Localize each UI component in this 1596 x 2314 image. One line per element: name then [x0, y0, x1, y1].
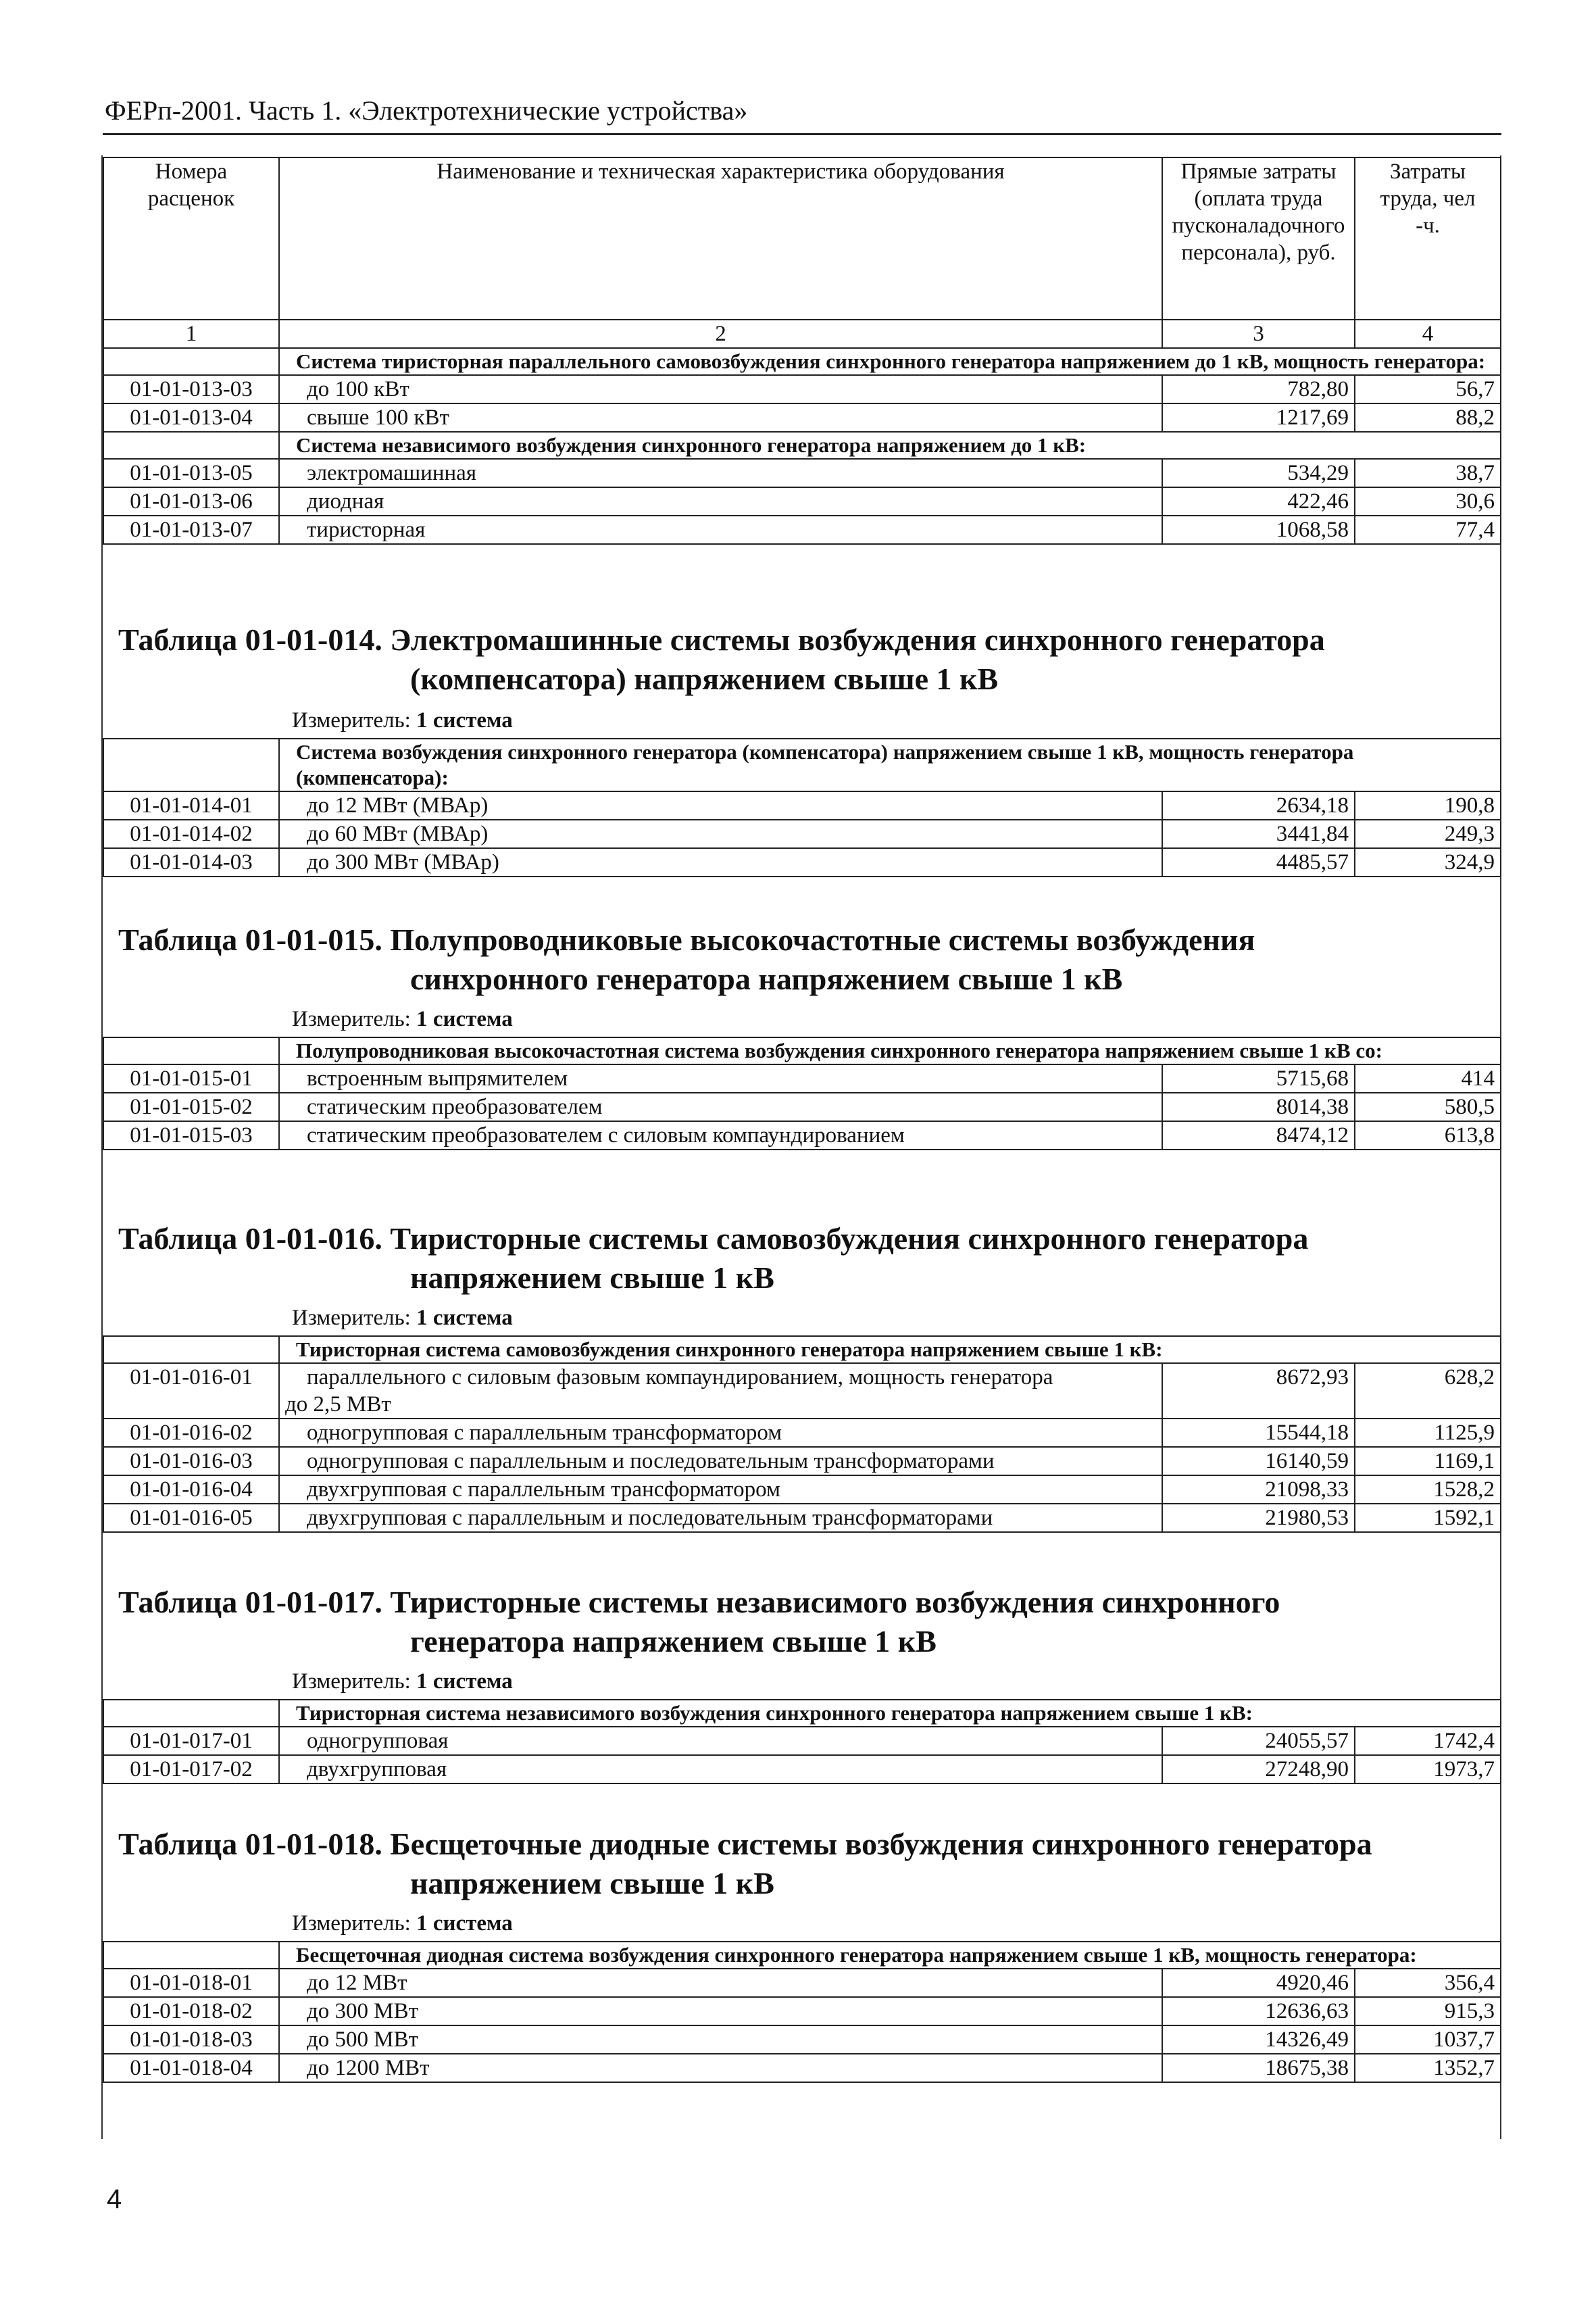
direct-cost: 15544,18 — [1162, 1419, 1355, 1447]
labor-cost: 190,8 — [1355, 791, 1501, 820]
direct-cost: 1217,69 — [1162, 403, 1355, 432]
equipment-name: электромашинная — [279, 459, 1162, 487]
rate-code: 01-01-018-02 — [103, 1997, 279, 2025]
direct-cost: 27248,90 — [1162, 1755, 1355, 1783]
table-row — [103, 820, 1501, 848]
table-row — [103, 1093, 1501, 1121]
rate-code: 01-01-016-04 — [103, 1475, 279, 1504]
direct-cost: 1068,58 — [1162, 516, 1355, 544]
equipment-name: до 100 кВт — [279, 375, 1162, 403]
table-row — [103, 848, 1501, 877]
col-number: 1 — [103, 320, 279, 348]
rate-code: 01-01-013-06 — [103, 487, 279, 516]
table-014 — [103, 738, 1501, 877]
labor-cost: 88,2 — [1355, 403, 1501, 432]
labor-cost: 30,6 — [1355, 487, 1501, 516]
labor-cost: 1973,7 — [1355, 1755, 1501, 1783]
direct-cost: 21980,53 — [1162, 1504, 1355, 1532]
direct-cost: 2634,18 — [1162, 791, 1355, 820]
labor-cost: 1742,4 — [1355, 1727, 1501, 1755]
equipment-name: до 300 МВт (МВАр) — [279, 848, 1162, 877]
page-number: 4 — [107, 2184, 122, 2214]
equipment-name: двухгрупповая с параллельным и последовательным трансформаторами — [279, 1504, 1162, 1532]
equipment-name: одногрупповая с параллельным и последовательным трансформаторами — [279, 1447, 1162, 1475]
labor-cost: 1352,7 — [1355, 2054, 1501, 2082]
equipment-name: двухгрупповая — [279, 1755, 1162, 1783]
table-row — [103, 2025, 1501, 2054]
header-rule — [103, 133, 1501, 135]
labor-cost: 77,4 — [1355, 516, 1501, 544]
table-row — [103, 516, 1501, 544]
direct-cost: 3441,84 — [1162, 820, 1355, 848]
table-row — [103, 459, 1501, 487]
col-header-labor: Затраты труда, чел -ч. — [1355, 157, 1501, 320]
labor-cost: 580,5 — [1355, 1093, 1501, 1121]
rate-code: 01-01-013-07 — [103, 516, 279, 544]
direct-cost: 12636,63 — [1162, 1997, 1355, 2025]
rate-code: 01-01-014-03 — [103, 848, 279, 877]
equipment-name: до 12 МВт — [279, 1969, 1162, 1997]
table-row — [103, 1363, 1501, 1419]
col-header-name: Наименование и техническая характеристика оборудования — [279, 157, 1162, 320]
rate-code: 01-01-017-01 — [103, 1727, 279, 1755]
direct-cost: 422,46 — [1162, 487, 1355, 516]
table-row — [103, 1475, 1501, 1504]
labor-cost: 1169,1 — [1355, 1447, 1501, 1475]
labor-cost: 356,4 — [1355, 1969, 1501, 1997]
rate-code: 01-01-018-03 — [103, 2025, 279, 2054]
table-015 — [103, 1037, 1501, 1150]
equipment-name: диодная — [279, 487, 1162, 516]
table-014-title: Таблица 01-01-014. Электромашинные системы возбуждения синхронного генератора (компенсатора) напряжением свыше 1 кВ — [118, 622, 1325, 696]
rate-code: 01-01-018-04 — [103, 2054, 279, 2082]
rate-code: 01-01-018-01 — [103, 1969, 279, 1997]
group-heading: Система тиристорная параллельного самовозбуждения синхронного генератора напряжением до 1 кВ, мощность генератора: — [279, 348, 1501, 375]
equipment-name: статическим преобразователем с силовым компаундированием — [279, 1121, 1162, 1150]
group-heading: Система независимого возбуждения синхронного генератора напряжением до 1 кВ: — [279, 432, 1501, 459]
labor-cost: 915,3 — [1355, 1997, 1501, 2025]
direct-cost: 8672,93 — [1162, 1363, 1355, 1419]
rate-code: 01-01-016-02 — [103, 1419, 279, 1447]
labor-cost: 1528,2 — [1355, 1475, 1501, 1504]
labor-cost: 249,3 — [1355, 820, 1501, 848]
rate-code: 01-01-017-02 — [103, 1755, 279, 1783]
equipment-name: до 1200 МВт — [279, 2054, 1162, 2082]
direct-cost: 16140,59 — [1162, 1447, 1355, 1475]
equipment-name: одногрупповая с параллельным трансформатором — [279, 1419, 1162, 1447]
equipment-name: двухгрупповая с параллельным трансформатором — [279, 1475, 1162, 1504]
table-row — [103, 791, 1501, 820]
rate-code: 01-01-015-01 — [103, 1064, 279, 1093]
table-row — [103, 1727, 1501, 1755]
table-015-title: Таблица 01-01-015. Полупроводниковые высокочастотные системы возбуждения синхронного генератора напряжением свыше 1 кВ — [118, 922, 1255, 996]
measure-018: Измеритель: 1 система — [292, 1911, 513, 1936]
labor-cost: 1592,1 — [1355, 1504, 1501, 1532]
direct-cost: 534,29 — [1162, 459, 1355, 487]
table-018 — [103, 1941, 1501, 2083]
table-016 — [103, 1335, 1501, 1533]
equipment-name: встроенным выпрямителем — [279, 1064, 1162, 1093]
table-018-title: Таблица 01-01-018. Бесщеточные диодные системы возбуждения синхронного генератора напряжением свыше 1 кВ — [118, 1827, 1372, 1900]
rate-code: 01-01-014-01 — [103, 791, 279, 820]
table-017-title: Таблица 01-01-017. Тиристорные системы независимого возбуждения синхронного генератора напряжением свыше 1 кВ — [118, 1585, 1280, 1658]
table-row — [103, 1419, 1501, 1447]
rate-code: 01-01-013-05 — [103, 459, 279, 487]
direct-cost: 18675,38 — [1162, 2054, 1355, 2082]
equipment-name: тиристорная — [279, 516, 1162, 544]
direct-cost: 14326,49 — [1162, 2025, 1355, 2054]
rate-code: 01-01-016-05 — [103, 1504, 279, 1532]
col-number: 4 — [1355, 320, 1501, 348]
table-row — [103, 375, 1501, 403]
table-row — [103, 487, 1501, 516]
group-heading: Полупроводниковая высокочастотная система возбуждения синхронного генератора напряжением свыше 1 кВ со: — [279, 1037, 1501, 1064]
rate-code: 01-01-015-03 — [103, 1121, 279, 1150]
equipment-name: свыше 100 кВт — [279, 403, 1162, 432]
equipment-name: до 500 МВт — [279, 2025, 1162, 2054]
col-header-code: Номера расценок — [103, 157, 279, 320]
measure-015: Измеритель: 1 система — [292, 1007, 513, 1031]
equipment-name: до 300 МВт — [279, 1997, 1162, 2025]
equipment-name: статическим преобразователем — [279, 1093, 1162, 1121]
group-heading: Тиристорная система самовозбуждения синхронного генератора напряжением свыше 1 кВ: — [279, 1336, 1501, 1363]
rate-code: 01-01-016-01 — [103, 1363, 279, 1419]
rate-code: 01-01-013-03 — [103, 375, 279, 403]
table-row — [103, 1121, 1501, 1150]
labor-cost: 1125,9 — [1355, 1419, 1501, 1447]
page-header: ФЕРп-2001. Часть 1. «Электротехнические устройства» — [105, 95, 748, 126]
col-number: 3 — [1162, 320, 1355, 348]
table-row — [103, 1755, 1501, 1783]
group-heading: Система возбуждения синхронного генератора (компенсатора) напряжением свыше 1 кВ, мощность генератора (компенсатора): — [279, 739, 1501, 791]
labor-cost: 324,9 — [1355, 848, 1501, 877]
direct-cost: 782,80 — [1162, 375, 1355, 403]
table-017 — [103, 1699, 1501, 1784]
table-row — [103, 1064, 1501, 1093]
direct-cost: 4485,57 — [1162, 848, 1355, 877]
direct-cost: 21098,33 — [1162, 1475, 1355, 1504]
measure-014: Измеритель: 1 система — [292, 708, 513, 733]
table-016-title: Таблица 01-01-016. Тиристорные системы самовозбуждения синхронного генератора напряжением свыше 1 кВ — [118, 1221, 1309, 1295]
group-heading: Тиристорная система независимого возбуждения синхронного генератора напряжением свыше 1 кВ: — [279, 1700, 1501, 1727]
group-heading: Бесщеточная диодная система возбуждения синхронного генератора напряжением свыше 1 кВ, мощность генератора: — [279, 1942, 1501, 1969]
direct-cost: 8474,12 — [1162, 1121, 1355, 1150]
rate-code: 01-01-014-02 — [103, 820, 279, 848]
equipment-name: параллельного с силовым фазовым компаундированием, мощность генератора до 2,5 МВт — [279, 1363, 1162, 1419]
table-row — [103, 1969, 1501, 1997]
direct-cost: 5715,68 — [1162, 1064, 1355, 1093]
table-row — [103, 1997, 1501, 2025]
table-row — [103, 1504, 1501, 1532]
labor-cost: 613,8 — [1355, 1121, 1501, 1150]
labor-cost: 628,2 — [1355, 1363, 1501, 1419]
table-row — [103, 2054, 1501, 2082]
labor-cost: 1037,7 — [1355, 2025, 1501, 2054]
direct-cost: 4920,46 — [1162, 1969, 1355, 1997]
measure-016: Измеритель: 1 система — [292, 1306, 513, 1330]
equipment-name: до 12 МВт (МВАр) — [279, 791, 1162, 820]
rate-code: 01-01-015-02 — [103, 1093, 279, 1121]
rate-code: 01-01-013-04 — [103, 403, 279, 432]
labor-cost: 56,7 — [1355, 375, 1501, 403]
measure-017: Измеритель: 1 система — [292, 1669, 513, 1694]
direct-cost: 8014,38 — [1162, 1093, 1355, 1121]
direct-cost: 24055,57 — [1162, 1727, 1355, 1755]
labor-cost: 414 — [1355, 1064, 1501, 1093]
col-header-cost: Прямые затраты (оплата труда пусконаладочного персонала), руб. — [1162, 157, 1355, 320]
table-row — [103, 403, 1501, 432]
table-013 — [103, 157, 1501, 545]
equipment-name: одногрупповая — [279, 1727, 1162, 1755]
table-row — [103, 1447, 1501, 1475]
equipment-name: до 60 МВт (МВАр) — [279, 820, 1162, 848]
rate-code: 01-01-016-03 — [103, 1447, 279, 1475]
col-number: 2 — [279, 320, 1162, 348]
labor-cost: 38,7 — [1355, 459, 1501, 487]
